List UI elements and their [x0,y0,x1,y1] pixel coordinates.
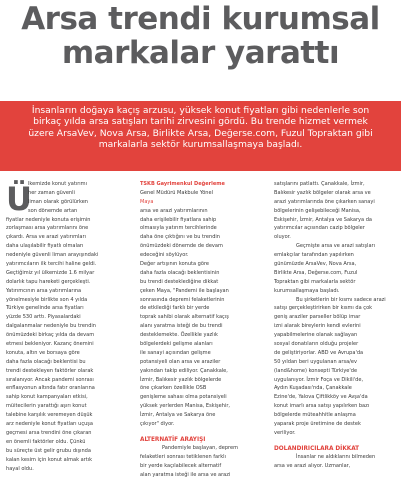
text-line: sosyal donatıların olduğu projeler [274,341,359,348]
text-line: bölgelerinin gelişebileceği Manisa, [274,207,361,214]
text-line: daha ulaşılabilir fiyatlı olmaları [6,243,84,250]
text-line: Genel Müdürü Makbule Yönel [140,189,213,196]
subheading: ALTERNATİF ARAYIŞI [140,434,206,443]
text-line: nedeniyle güvenli liman arayışındaki [6,252,99,259]
text-line: günümüzde ArsaVev, Nova Arsa, [274,261,357,268]
text-line: yüzde 530 arttı. Piyasalardaki [6,314,81,321]
text-line: Pandemiyle başlayan, deprem [162,444,238,451]
text-line: trendi destekleyen faktörler olarak [6,367,94,374]
text-line: bu süreçte üst gelir grubu dışında [6,447,91,454]
text-line: en önemli faktörler oldu. Çünkü [6,438,86,445]
text-line: geniş araziler parseller bölüp imar [274,314,361,321]
article-body [0,180,401,486]
text-line: daha fazla olacağı beklentisinin [140,269,220,276]
text-line: Değer artışının konuta göre [140,261,209,268]
text-line: son dönemde artan [28,207,78,214]
text-line: ile sanayi açısından gelişme [140,349,211,356]
text-line: arsa ve arazi yatırımlarının [140,207,208,214]
text-line: çeken Maya, "Pandemi ile başlayan [140,287,229,294]
text-line: yatırımcıların ilk tercihi haline geldi. [6,261,97,268]
text-line: yönelmesiyle birlikte son 4 yılda [6,296,88,303]
text-line: yaparak proje üretimine de destek [274,421,361,428]
text-line: lkemizde konut yatırımı [28,181,87,187]
text-line: oluyor. [274,234,291,241]
text-line: Aydın Kuşadası'nda, Çanakkale [274,385,352,392]
text-line: alanı yaratma isteği de bu trendi [140,323,223,330]
text-line: müitecilerin yarattığı aşırı konut [6,403,87,410]
text-line: dalgalanmalar nedeniyle bu trendin [6,323,96,330]
text-line: sonrasında depremi felaketlerinin [140,296,225,303]
text-line: bölgelerde müteahhitle anlaşma [274,412,356,419]
text-line: Geçmişte arsa ve arazi satışları [296,243,376,250]
text-line: konuta, altın ve borsaya göre [6,349,80,356]
text-line: Yatırımcının arsa yatırımlarına [6,287,82,294]
text-line: İnsanlar ne aldıklarını bilmeden [296,453,376,460]
text-line: edeceğini söylüyor. [140,252,189,259]
text-line: bir yerde kaçılabilecek alternatif [140,462,222,469]
text-line: enflasyonun altında fatır oranlarına [6,385,95,392]
headline-line-1: Arsa trendi kurumsal [21,1,380,37]
text-line: izni alarak bireylerin kendi evlerini [274,323,361,330]
text-line: etmesi bekleniyor. Kazanç önemini [6,341,94,348]
text-line: bu trendi desteklediğine dikkat [140,278,219,285]
text-line: yapabilmelerine olanak sağlayan [274,332,358,339]
headline-line-2: markalar yarattı [61,35,340,71]
text-line: satışlarını patlattı. Çanakkale, İzmir, [274,181,365,187]
text-line: 50 yıldan beri uygulanan arsa/ev [274,358,357,365]
text-line: emlakçılar tarafından yapılırken [274,252,354,259]
column-3 [274,180,398,471]
text-line: fiyatlar nedeniyle konuta erişimin [6,216,91,223]
text-line: Bu şirketlerin bir kısmı sadece arazi [296,296,386,303]
text-line: olmasıyla yatırım tercihlerinde [140,225,217,232]
text-line: uygulanıyor. İzmir Foça ve Dikili'de, [274,376,364,383]
text-line: Topraktan gibi markalarla sektör [274,278,356,285]
text-line: bölgelerdeki gelişme alanları [140,341,213,348]
text-line: de etkilediği farklı bir yerde [140,305,210,312]
text-line: Türkiye genelinde arsa fiyatları [6,305,84,312]
text-line: desteklemekte. Özellikle yazlık [140,332,218,339]
lead-line: markalarla sektör kurumsallaşmaya başladı. [98,139,303,151]
column-1 [6,180,130,473]
text-line: önümüzdeki birkaç yılda da devam [6,332,95,339]
text-line: İzmir, Antalya ve Sakarya öne [140,412,216,419]
text-line: daha fazla olacağı beklentisi bu [6,358,86,365]
column-2 [140,180,264,480]
text-line: kurumsallaşmaya başladı. [274,287,340,294]
lead-paragraph [0,101,401,171]
text-line: toprak sahibi olarak alternatif kaçış [140,314,229,321]
lead-line: İnsanların doğaya kaçış arzusu, yüksek konut fiyatları gibi nedenlerle son [31,105,370,116]
text-line: yakından takip ediliyor. Çanakkale, [140,367,228,374]
text-line: yatırımcılar açısından cazip bölgeler [274,225,365,232]
text-line: Eskişehir, İzmir, Antalya ve Sakarya da [274,216,372,223]
text-line: satışı gerçekleştirirken bir kısmı da çok [274,305,373,312]
text-line: arazi yatırımlarında öne çıkarken sanayi [274,198,375,205]
text-line: sıralanıyor. Ancak pandemi sonrası [6,376,94,383]
text-line: sahip konut kampanyaları etkisi, [6,394,88,401]
text-line: dolarlık tapu hareketi gerçekleşti. [6,278,91,285]
text-line: talebine karşılık veremeyen düşük [6,412,93,419]
text-line: Balıkesir yazlık bölgeler olarak arsa ve [274,189,371,196]
drop-cap: Ü [6,180,32,218]
text-line: de geliştiriyorlar. ABD ve Avrupa'da [274,349,364,356]
text-line: genişleme sahası olma potansiyeli [140,394,227,401]
text-line: zorlaşması arsa yatırımlarını öne [6,225,89,232]
text-line: hayal oldu. [6,465,34,472]
text-line: alan yaratma isteği ile arsa ve arazi [140,471,231,478]
text-line: geçmesi arsa trendini öne çıkaran [6,429,92,436]
text-line: İzmir, Balıkesir yazlık bölgelerde [140,376,222,383]
text-line: daha erişilebilir fiyatlara sahip [140,216,217,223]
subheading: DOLANDIRICILARA DİKKAT [274,443,360,452]
text-line: çıkıyor" diyor. [140,421,175,428]
text-line: liman olarak görülürken [28,198,88,205]
text-line: öne çıkarken özellikle OSB [140,385,207,392]
text-line: potansiyeli olan arsa ve araziler [140,358,221,365]
text-line: veriliyor. [274,429,296,436]
text-line: felaketleri sonrası tetiklenen farklı [140,453,226,460]
text-line: daha öne çıktığını ve bu trendin [140,234,220,241]
text-line: TSKB Gayrimenkul Değerleme [140,181,225,187]
text-line: önümüzdeki dönemde de devam [140,243,223,250]
text-line: konut imarlı arsa satışı yapılırken bazı [274,403,370,410]
lead-line: üzere ArsaVev, Nova Arsa, Birlikte Arsa, Değerse.com, Fuzul Topraktan gibi [28,127,373,139]
text-line: Geçtiğimiz yıl ülkemizde 1.6 milyar [6,269,95,276]
lead-line: birkaç yılda arsa satışları tarihi zirvesini gördü. Bu trende hizmet vermek [33,116,368,128]
text-line: arz nedeniyle konut fiyatları uçuşa [6,421,93,428]
text-line: Maya [140,198,154,205]
text-line: Birlikte Arsa, Değerse.com, Fuzul [274,269,358,276]
text-line: arsa ve arazi alıyor. Uzmanlar, [274,462,351,469]
text-line: her zaman güvenli [28,189,75,196]
text-line: çıkardı. Arsa ve arazi yatırımları [6,234,86,241]
headline [0,2,401,70]
text-line: (land&home) konsepti Türkiye'de [274,367,358,374]
text-line: Ezine'de, Yalova Çiftlikköy ve Avşa'da [274,394,368,401]
text-line: kalan kesim için konut almak artık [6,456,93,463]
text-line: yüksek yerlerden Manisa, Eskişehir, [140,403,231,410]
